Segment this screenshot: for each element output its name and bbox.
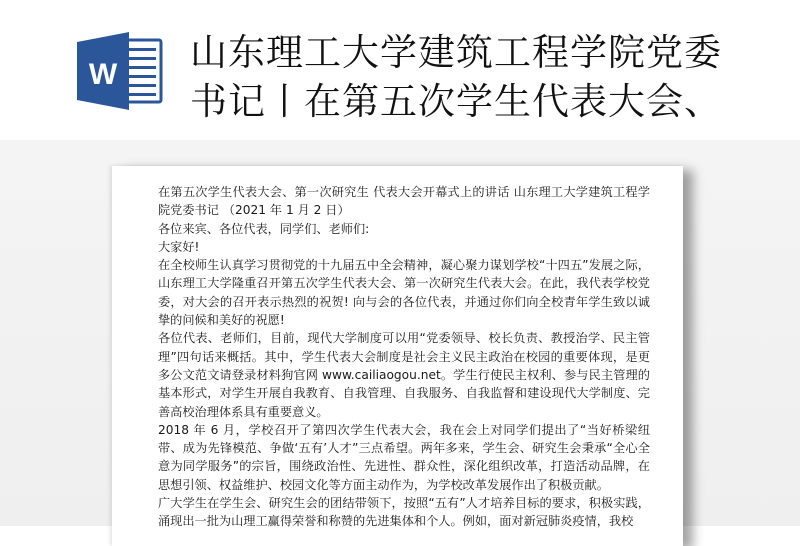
document-title: 山东理工大学建筑工程学院党委书记丨在第五次学生代表大会、: [190, 31, 722, 123]
paragraph: 各位代表、老师们，目前，现代大学制度可以用“党委领导、校长负责、教授治学、民主管理”四句话来概括。其中，学生代表大会制度是社会主义民主政治在校园的重要体现，是更多公文范文请登录材料狗官网 www.cailiaogou.net。学生行使民主权利、参与民主管理的基本形式，对学生开展自我教育、自我管理、自我服务、自我监督和建设现代大学制度、完善高校治理体系具有重要意义。: [158, 331, 650, 419]
svg-text:W: W: [88, 58, 118, 91]
salutation: 各位来宾、各位代表，同学们、老师们:: [158, 221, 370, 236]
paragraph: 广大学生在学生会、研究生会的团结带领下，按照“五有”人才培养目标的要求，积极实践，涌现出一批为山理工赢得荣誉和称赞的先进集体和个人。例如，面对新冠肺炎疫情，我校: [158, 496, 650, 529]
word-document-icon: [73, 30, 165, 112]
paragraph: 在全校师生认真学习贯彻党的十九届五中全会精神，凝心聚力谋划学校“十四五”发展之际，山东理工大学隆重召开第五次学生代表大会、第一次研究生代表大会。在此，我代表学校党委，对大会的召开表示热烈的祝贺! 向与会的各位代表，并通过你们向全校青年学生致以诚挚的问候和美好的祝愿!: [158, 258, 650, 328]
speech-heading: 在第五次学生代表大会、第一次研究生 代表大会开幕式上的讲话 山东理工大学建筑工程学院党委书记 （2021 年 1 月 2 日）: [158, 185, 650, 218]
preview-header: [0, 0, 800, 140]
paragraph: 2018 年 6 月，学校召开了第四次学生代表大会，我在会上对同学们提出了“当好桥梁纽带、成为先锋模范、争做‘五有’人才”三点希望。两年多来，学生会、研究生会秉承“全心全意为同学服务”的宗旨，围绕政治性、先进性、群众性，深化组织改革，打造活动品牌，在思想引领、权益维护、校园文化等方面主动作为，为学校改革发展作出了积极贡献。: [158, 422, 650, 492]
greeting: 大家好!: [158, 239, 200, 254]
document-body: [158, 183, 650, 531]
document-page: [112, 166, 683, 546]
